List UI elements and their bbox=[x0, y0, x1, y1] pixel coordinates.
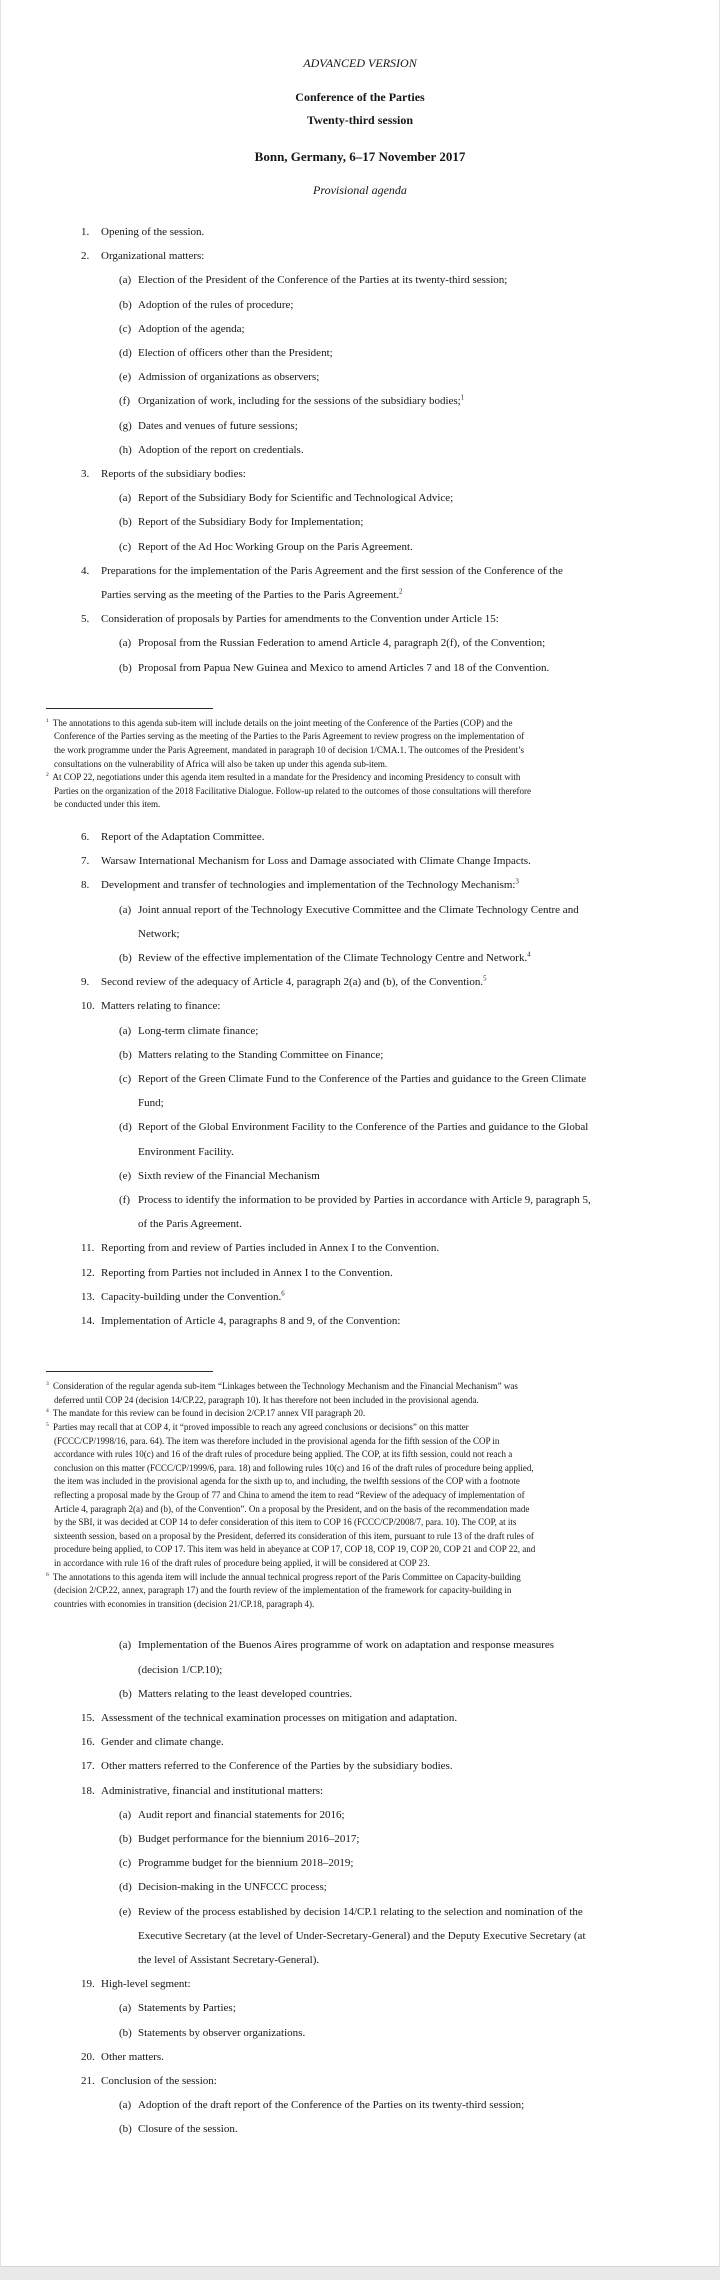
item-number: 3. bbox=[81, 468, 90, 481]
agenda-subitem-c: (c) Report of the Green Climate Fund to the Conference of the Parties and guidance to the Green Climate Fund; bbox=[119, 1067, 594, 1115]
agenda-item-6: 6. Report of the Adaptation Committee. bbox=[81, 825, 594, 849]
subitem-letter: (b) bbox=[119, 2026, 132, 2039]
item-number: 9. bbox=[81, 976, 90, 989]
agenda-subitem-a: (a) Implementation of the Buenos Aires programme of work on adaptation and response measures (decision 1/CP.10); bbox=[119, 1633, 594, 1681]
subitem-letter: (f) bbox=[119, 395, 130, 408]
document-header bbox=[1, 0, 719, 198]
subitem-letter: (b) bbox=[119, 516, 132, 529]
footnote-reference: 4 bbox=[527, 951, 531, 959]
agenda-subitem-a: (a) Proposal from the Russian Federation to amend Article 4, paragraph 2(f), of the Convention; bbox=[119, 631, 594, 655]
agenda-item-11: 11. Reporting from and review of Parties included in Annex I to the Convention. bbox=[81, 1236, 594, 1260]
body-name: Conference of the Parties bbox=[295, 90, 425, 104]
item-number: 8. bbox=[81, 879, 90, 892]
subitem-letter: (c) bbox=[119, 1857, 132, 1870]
item-number: 6. bbox=[81, 831, 90, 844]
footnote-number: 1 bbox=[46, 717, 49, 724]
agenda-subitem-b: (b) Report of the Subsidiary Body for Implementation; bbox=[119, 510, 594, 534]
subitem-letter: (f) bbox=[119, 1194, 130, 1207]
agenda-subitem-d: (d) Election of officers other than the President; bbox=[119, 341, 594, 365]
agenda-subitem-f: (f) Process to identify the information to be provided by Parties in accordance with Article 9, paragraph 5, of the Paris Agreement. bbox=[119, 1188, 594, 1236]
agenda-subitem-b: (b) Matters relating to the Standing Committee on Finance; bbox=[119, 1043, 594, 1067]
agenda-subitem-g: (g) Dates and venues of future sessions; bbox=[119, 414, 594, 438]
agenda-item-8: 8. Development and transfer of technologies and implementation of the Technology Mechanism:$^3$ (a) Joint annual report of the Technology Executive Committee and the Climate Technology Centre and Network; (b) Review of the effective implementation of the Climate Technology Centre and Network.$^4$ bbox=[81, 873, 594, 970]
agenda-subitem-a: (a) Statements by Parties; bbox=[119, 1996, 594, 2020]
agenda-item-14: 14. Implementation of Article 4, paragraphs 8 and 9, of the Convention: bbox=[81, 1309, 594, 1333]
subitem-letter: (c) bbox=[119, 1073, 132, 1086]
item-number: 5. bbox=[81, 613, 90, 626]
agenda-subitem-a: (a) Audit report and financial statements for 2016; bbox=[119, 1803, 594, 1827]
agenda-subitem-a: (a) Long-term climate finance; bbox=[119, 1019, 594, 1043]
agenda-subitem-e: (e) Sixth review of the Financial Mechanism bbox=[119, 1164, 594, 1188]
agenda-subitem-a: (a) Adoption of the draft report of the Conference of the Parties on its twenty-third session; bbox=[119, 2093, 594, 2117]
subitem-letter: (d) bbox=[119, 1881, 132, 1894]
subitem-letter: (a) bbox=[119, 2002, 132, 2015]
agenda-subitem-a: (a) Joint annual report of the Technology Executive Committee and the Climate Technology Centre and Network; bbox=[119, 898, 594, 946]
agenda-subitem-a: (a) Report of the Subsidiary Body for Scientific and Technological Advice; bbox=[119, 486, 594, 510]
agenda-subitem-b: (b) Adoption of the rules of procedure; bbox=[119, 293, 594, 317]
session-title: Twenty-third session bbox=[306, 113, 414, 127]
subitem-letter: (b) bbox=[119, 952, 132, 965]
agenda-subitem-c: (c) Programme budget for the biennium 2018–2019; bbox=[119, 1851, 594, 1875]
agenda-subitem-h: (h) Adoption of the report on credentials. bbox=[119, 438, 594, 462]
footnote-number: 6 bbox=[46, 1571, 49, 1578]
agenda-item-12: 12. Reporting from Parties not included in Annex I to the Convention. bbox=[81, 1261, 594, 1285]
page-section-2 bbox=[1, 825, 719, 1611]
subitem-letter: (a) bbox=[119, 903, 132, 916]
subitem-letter: (a) bbox=[119, 2099, 132, 2112]
item-number: 16. bbox=[81, 1736, 95, 1749]
agenda-item-18: 18. Administrative, financial and institutional matters: (a) Audit report and financial statements for 2016; (b) Budget performance for the biennium 2016–2017; (c) Programme budget for the biennium 2018–2019; (d) Decision-making in the UNFCCC process; (e) Review of the process established by decision 14/CP.1 relating to the selection and nomination of the Executive Secretary (at the level of Under-Secretary-General) and the Deputy Executive Secretary (at the level of Assistant Secretary-General). bbox=[81, 1779, 594, 1973]
item-number: 12. bbox=[81, 1266, 95, 1279]
subitem-letter: (b) bbox=[119, 1687, 132, 1700]
subitem-letter: (a) bbox=[119, 274, 132, 287]
subitem-letter: (a) bbox=[119, 1639, 132, 1652]
footnote-reference: 6 bbox=[281, 1290, 285, 1298]
agenda-subitem-b: (b) Budget performance for the biennium 2016–2017; bbox=[119, 1827, 594, 1851]
agenda-item-continued bbox=[81, 1633, 594, 1706]
agenda-subitem-c: (c) Adoption of the agenda; bbox=[119, 317, 594, 341]
item-number: 17. bbox=[81, 1760, 95, 1773]
agenda-subitem-f: (f) Organization of work, including for the sessions of the subsidiary bodies;$^1$ bbox=[119, 389, 594, 413]
agenda-subitem-c: (c) Report of the Ad Hoc Working Group on the Paris Agreement. bbox=[119, 535, 594, 559]
item-number: 2. bbox=[81, 250, 90, 263]
page-section-1 bbox=[1, 220, 719, 812]
version-note: ADVANCED VERSION bbox=[303, 56, 417, 70]
item-number: 11. bbox=[81, 1242, 95, 1255]
subitem-letter: (d) bbox=[119, 1121, 132, 1134]
footnote-number: 5 bbox=[46, 1422, 49, 1429]
agenda-subitem-e: (e) Review of the process established by decision 14/CP.1 relating to the selection and nomination of the Executive Secretary (at the level of Under-Secretary-General) and the Deputy Executive Secretary (at the level of Assistant Secretary-General). bbox=[119, 1900, 594, 1973]
agenda-list bbox=[81, 1633, 594, 2141]
item-number: 19. bbox=[81, 1978, 95, 1991]
footnote-4: $^4$ The mandate for this review can be found in decision 2/CP.17 annex VII paragraph 20. bbox=[46, 1408, 366, 1419]
agenda-item-15: 15. Assessment of the technical examination processes on mitigation and adaptation. bbox=[81, 1706, 594, 1730]
agenda-body bbox=[1, 220, 719, 2142]
page-title: Provisional agenda bbox=[313, 183, 407, 197]
agenda-subitem-b: (b) Statements by observer organizations. bbox=[119, 2021, 594, 2045]
subitem-letter: (b) bbox=[119, 2123, 132, 2136]
agenda-item-17: 17. Other matters referred to the Conference of the Parties by the subsidiary bodies. bbox=[81, 1754, 594, 1778]
subitem-letter: (e) bbox=[119, 1169, 132, 1182]
agenda-item-16: 16. Gender and climate change. bbox=[81, 1730, 594, 1754]
item-number: 4. bbox=[81, 564, 90, 577]
agenda-item-21: 21. Conclusion of the session: (a) Adoption of the draft report of the Conference of the Parties on its twenty-third session; (b) Closure of the session. bbox=[81, 2069, 594, 2142]
agenda-subitem-e: (e) Admission of organizations as observers; bbox=[119, 365, 594, 389]
item-number: 7. bbox=[81, 855, 90, 868]
footnote-reference: 2 bbox=[399, 588, 403, 596]
agenda-item-19: 19. High-level segment: (a) Statements by Parties; (b) Statements by observer organizations. bbox=[81, 1972, 594, 2045]
subitem-letter: (a) bbox=[119, 1808, 132, 1821]
subitem-letter: (g) bbox=[119, 419, 132, 432]
agenda-item-20: 20. Other matters. bbox=[81, 2045, 594, 2069]
subitem-letter: (e) bbox=[119, 371, 132, 384]
agenda-subitem-d: (d) Decision-making in the UNFCCC process; bbox=[119, 1875, 594, 1899]
agenda-list bbox=[81, 825, 594, 1333]
footnote-1: $^1$ The annotations to this agenda sub-item will include details on the joint meeting of the Conference of the Parties (COP) and the Conference of the Parties serving as the meeting of the Parties to the Paris Agreement to review progress on the implementation of the work programme under the Paris Agreement, mandated in paragraph 10 of decision 1/CMA.1. The outcomes of the President’s consultations on the vulnerability of Africa will also be taken up under this agenda sub-item. bbox=[46, 717, 525, 769]
item-number: 20. bbox=[81, 2050, 95, 2063]
agenda-subitem-a: (a) Election of the President of the Conference of the Parties at its twenty-third session; bbox=[119, 268, 594, 292]
agenda-item-13: 13. Capacity-building under the Convention.$^6$ bbox=[81, 1285, 594, 1309]
item-number: 10. bbox=[81, 1000, 95, 1013]
footnote-reference: 1 bbox=[460, 394, 465, 402]
subitem-letter: (a) bbox=[119, 637, 132, 650]
footnote-2: $^2$ At COP 22, negotiations under this agenda item resulted in a mandate for the Presidency and incoming Presidency to consult with Parties on the organization of the 2018 Facilitative Dialogue. Follow-up related to the outcomes of those consultations will therefore be conducted under this item. bbox=[46, 772, 531, 810]
agenda-subitem-b: (b) Proposal from Papua New Guinea and Mexico to amend Articles 7 and 18 of the Convention. bbox=[119, 656, 594, 680]
item-number: 21. bbox=[81, 2075, 95, 2088]
footnote-reference: 3 bbox=[515, 878, 519, 886]
agenda-item-9: 9. Second review of the adequacy of Article 4, paragraph 2(a) and (b), of the Convention.$^5$ bbox=[81, 970, 594, 994]
footnote-5: $^5$ Parties may recall that at COP 4, it “proved impossible to reach any agreed conclusions or decisions” on this matter (FCCC/CP/1998/16, para. 64). The item was therefore included in the provisional agenda for the fifth session of the COP in accordance with rules 10(c) and 16 of the draft rules of procedure being applied. The COP, at its fifth session, could not reach a conclusion on this matter (FCCC/CP/1999/6, para. 18) and following rules 10(c) and 16 of the draft rules of procedure being applied, the item was included in the provisional agenda for the sixth up to, and including, the twelfth sessions of the COP with a footnote reflecting a proposal made by the Group of 77 and China to amend the item to read “Review of the adequacy of implementation of Article 4, paragraph 2(a) and (b), of the Convention”. On a proposal by the President, and on the basis of the recommendation made by the SBI, it was decided at COP 14 to defer consideration of this item to COP 16 (FCCC/CP/2008/7, para. 10). The COP, at its sixteenth session, based on a proposal by the President, deferred its consideration of this item, pursuant to rule 13 of the draft rules of procedure being applied, to COP 17. This item was held in abeyance at COP 17, COP 18, COP 19, COP 20, COP 21 and COP 22, and in accordance with rule 16 of the draft rules of procedure being applied, it will be considered at COP 23. bbox=[46, 1422, 536, 1568]
subitem-letter: (a) bbox=[119, 492, 132, 505]
agenda-item-10: 10. Matters relating to finance: (a) Long-term climate finance; (b) Matters relating to the Standing Committee on Finance; (c) Report of the Green Climate Fund to the Conference of the Parties and guidance to the Green Climate Fund; (d) Report of the Global Environment Facility to the Conference of the Parties and guidance to the Global Environment Facility. (e) Sixth review of the Financial Mechanism (f) Process to identify the information to be provided by Parties in accordance with Article 9, paragraph 5, of the Paris Agreement. bbox=[81, 994, 594, 1236]
subitem-letter: (b) bbox=[119, 298, 132, 311]
footnote-block bbox=[46, 708, 536, 812]
agenda-list bbox=[81, 220, 594, 680]
agenda-item-3: 3. Reports of the subsidiary bodies: (a) Report of the Subsidiary Body for Scientific and Technological Advice; (b) Report of the Subsidiary Body for Implementation; (c) Report of the Ad Hoc Working Group on the Paris Agreement. bbox=[81, 462, 594, 559]
subitem-letter: (e) bbox=[119, 1905, 132, 1918]
subitem-letter: (c) bbox=[119, 540, 132, 553]
subitem-letter: (c) bbox=[119, 322, 132, 335]
agenda-subitem-d: (d) Report of the Global Environment Facility to the Conference of the Parties and guidance to the Global Environment Facility. bbox=[119, 1115, 594, 1163]
agenda-item-5: 5. Consideration of proposals by Parties for amendments to the Convention under Article 15: (a) Proposal from the Russian Federation to amend Article 4, paragraph 2(f), of the Convention; (b) Proposal from Papua New Guinea and Mexico to amend Articles 7 and 18 of the Convention. bbox=[81, 607, 594, 680]
item-number: 1. bbox=[81, 226, 90, 238]
agenda-item-7: 7. Warsaw International Mechanism for Loss and Damage associated with Climate Change Impacts. bbox=[81, 849, 594, 873]
agenda-item-1: 1. Opening of the session. bbox=[81, 220, 594, 244]
footnote-3: $^3$ Consideration of the regular agenda sub-item “Linkages between the Technology Mechanism and the Financial Mechanism” was deferred until COP 24 (decision 14/CP.22, paragraph 10). It has therefore not been included in the provisional agenda. bbox=[46, 1381, 518, 1405]
footnote-number: 2 bbox=[46, 772, 49, 779]
footnote-reference: 5 bbox=[483, 975, 487, 983]
subitem-letter: (a) bbox=[119, 1024, 132, 1037]
item-number: 13. bbox=[81, 1290, 95, 1303]
agenda-item-2: 2. Organizational matters: (a) Election of the President of the Conference of the Parties at its twenty-third session; (b) Adoption of the rules of procedure; (c) Adoption of the agenda; (d) Election of officers other than the President; (e) Admission of organizations as observers; (f) Organization of work, including for the sessions of the subsidiary bodies;$^1$ (g) Dates and venues of future sessions; (h) Adoption of the report on credentials. bbox=[81, 244, 594, 462]
subitem-letter: (d) bbox=[119, 347, 132, 360]
agenda-item-4: 4. Preparations for the implementation of the Paris Agreement and the first session of the Conference of the Parties serving as the meeting of the Parties to the Paris Agreement.$^2$ bbox=[81, 559, 594, 607]
footnote-separator bbox=[46, 1371, 213, 1372]
subitem-letter: (b) bbox=[119, 661, 132, 674]
item-number: 15. bbox=[81, 1711, 95, 1724]
venue-date: Bonn, Germany, 6–17 November 2017 bbox=[254, 149, 466, 164]
footnote-6: $^6$ The annotations to this agenda item will include the annual technical progress report of the Paris Committee on Capacity-building (decision 2/CP.22, annex, paragraph 17) and the fourth review of the implementation of the framework for capacity-building in countries with economies in transition (decision 21/CP.18, paragraph 4). bbox=[46, 1571, 521, 1609]
subitem-letter: (h) bbox=[119, 443, 132, 456]
item-number: 14. bbox=[81, 1315, 95, 1328]
subitem-letter: (b) bbox=[119, 1833, 132, 1845]
agenda-subitem-b: (b) Matters relating to the least developed countries. bbox=[119, 1682, 594, 1706]
footnote-separator bbox=[46, 708, 213, 709]
footnote-number: 3 bbox=[46, 1381, 49, 1388]
agenda-subitem-b: (b) Closure of the session. bbox=[119, 2117, 594, 2141]
footnote-block bbox=[46, 1371, 536, 1611]
subitem-letter: (b) bbox=[119, 1048, 132, 1061]
footnote-number: 4 bbox=[46, 1408, 49, 1415]
item-number: 18. bbox=[81, 1784, 95, 1797]
agenda-subitem-b: (b) Review of the effective implementation of the Climate Technology Centre and Network.$^4$ bbox=[119, 946, 594, 970]
page-section-3 bbox=[1, 1633, 719, 2141]
